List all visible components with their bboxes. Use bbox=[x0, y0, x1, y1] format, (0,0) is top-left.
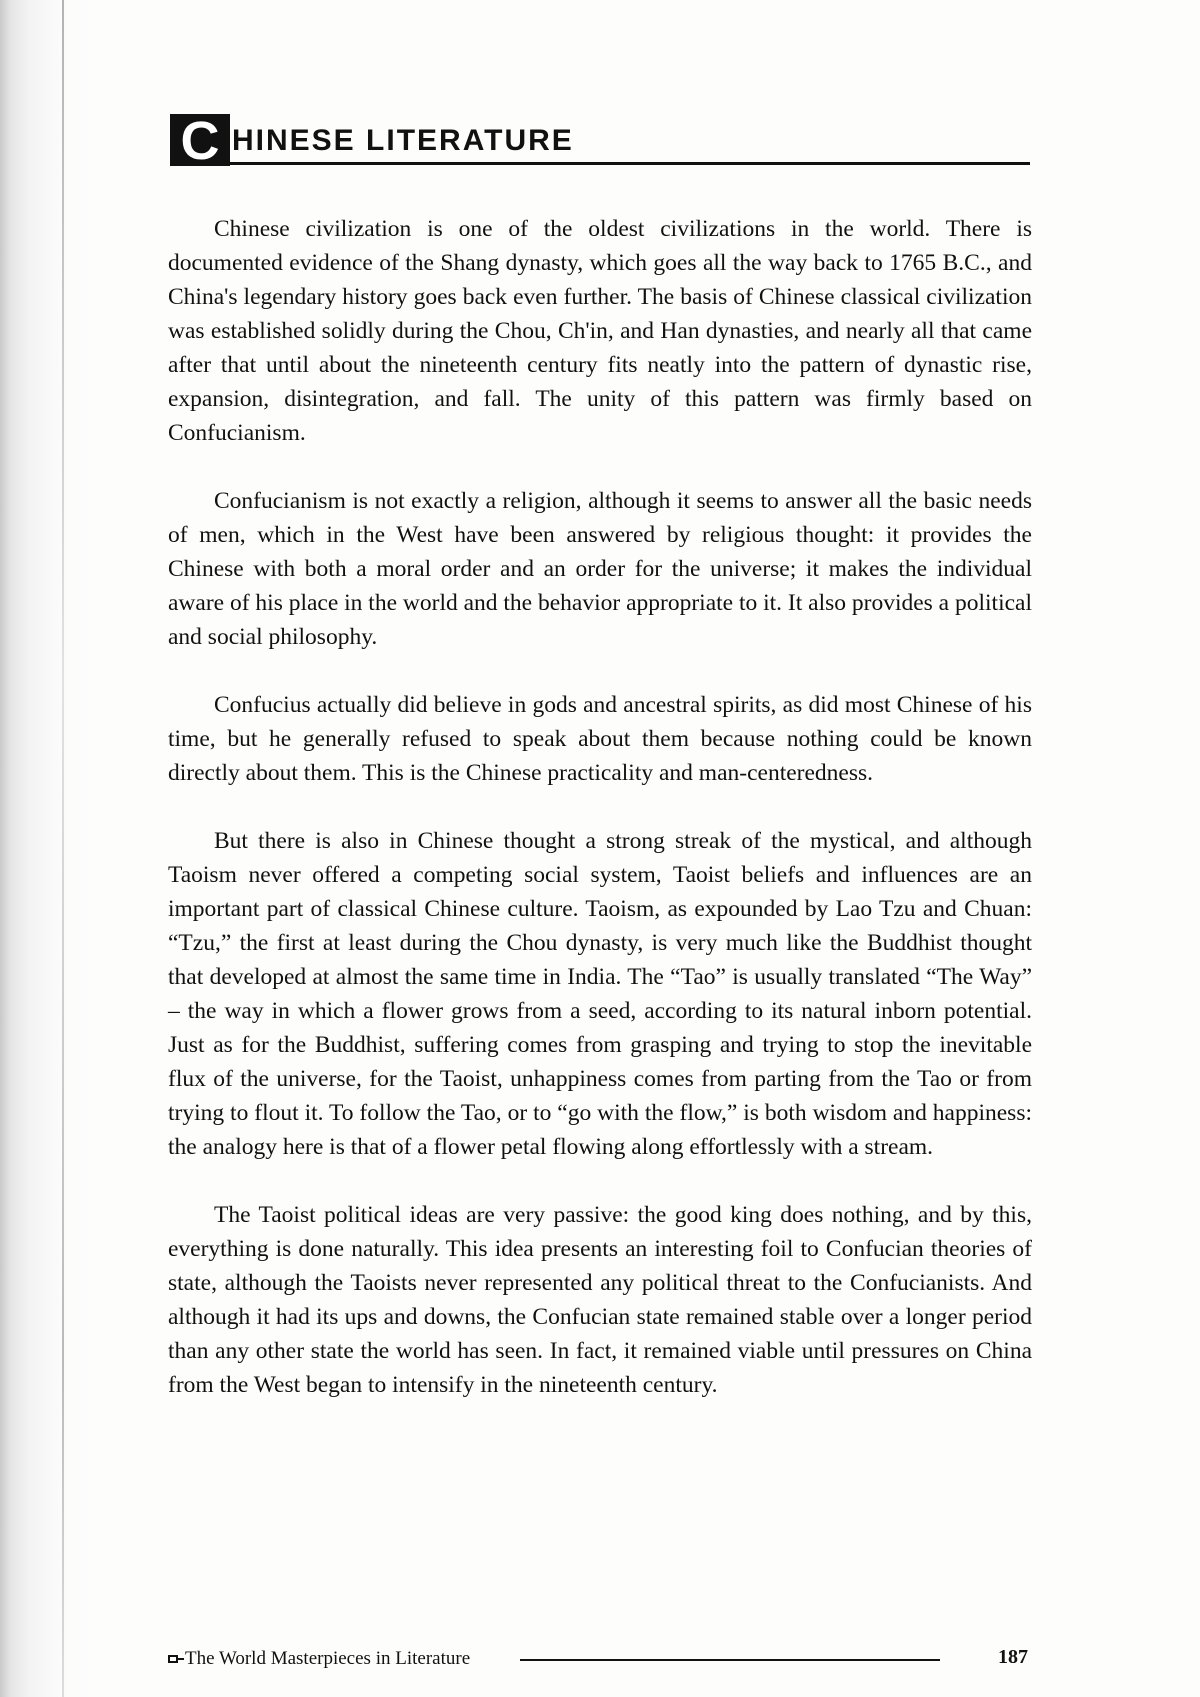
paragraph-4: But there is also in Chinese thought a strong streak of the mystical, and although Taoism never offered a competing social system, Taoist beliefs and influences are an important part of classical Chinese culture. Taoism, as expounded by Lao Tzu and Chuan: “Tzu,” the first at least during the Chou dynasty, is very much like the Buddhist thought that developed at almost the same time in India. The “Tao” is usually translated “The Way” – the way in which a flower grows from a seed, according to its natural inborn potential. Just as for the Buddhist, suffering comes from grasping and trying to stop the inevitable flux of the universe, for the Taoist, unhappiness comes from parting from the Tao or from trying to flout it. To follow the Tao, or to “go with the flow,” is both wisdom and happiness: the analogy here is that of a flower petal flowing along effortlessly with a stream. bbox=[168, 828, 1032, 1160]
body-text bbox=[168, 212, 1032, 1436]
binding-edge bbox=[62, 0, 64, 1697]
chapter-header bbox=[170, 114, 1030, 166]
footer-box-icon bbox=[168, 1655, 178, 1663]
page-number: 187 bbox=[998, 1646, 1028, 1668]
page-footer bbox=[168, 1644, 1032, 1674]
paragraph-5: The Taoist political ideas are very passive: the good king does nothing, and by this, everything is done naturally. This idea presents an interesting foil to Confucian theories of state, although the Taoists never represented any political threat to the Confucianists. And although it had its ups and downs, the Confucian state remained stable over a longer period than any other state the world has seen. In fact, it remained viable until pressures on China from the West began to intensify in the nineteenth century. bbox=[168, 1202, 1032, 1398]
footer-rule bbox=[520, 1659, 940, 1661]
chapter-drop-cap: C bbox=[170, 114, 230, 166]
paragraph-1: Chinese civilization is one of the oldest civilizations in the world. There is documented evidence of the Shang dynasty, which goes all the way back to 1765 B.C., and China's legendary history goes back even further. The basis of Chinese classical civilization was established solidly during the Chou, Ch'in, and Han dynasties, and nearly all that came after that until about the nineteenth century fits neatly into the pattern of dynastic rise, expansion, disintegration, and fall. The unity of this pattern was firmly based on Confucianism. bbox=[168, 216, 1032, 446]
footer-dash bbox=[178, 1658, 184, 1660]
paragraph-3: Confucius actually did believe in gods and ancestral spirits, as did most Chinese of his time, but he generally refused to speak about them because nothing could be known directly about them. This is the Chinese practicality and man-centeredness. bbox=[168, 692, 1032, 786]
binding-shadow bbox=[0, 0, 95, 1697]
paragraph-2: Confucianism is not exactly a religion, although it seems to answer all the basic needs of men, which in the West have been answered by religious thought: it provides the Chinese with both a moral order and an order for the universe; it makes the individual aware of his place in the world and the behavior appropriate to it. It also provides a political and social philosophy. bbox=[168, 488, 1032, 650]
chapter-title-rule bbox=[230, 162, 1030, 165]
footer-book-title: The World Masterpieces in Literature bbox=[185, 1648, 471, 1669]
chapter-title: HINESE LITERATURE bbox=[232, 124, 574, 157]
